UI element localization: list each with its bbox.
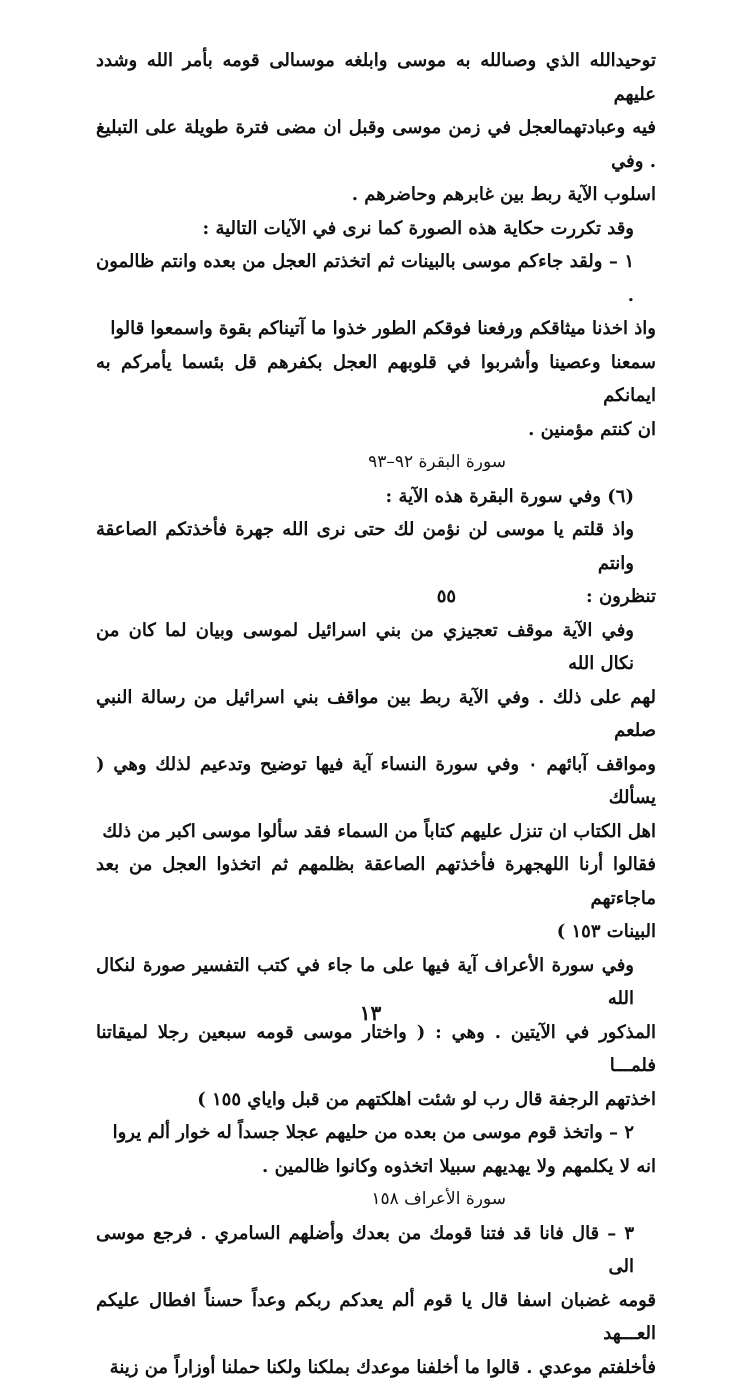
text-line: اسلوب الآية ربط بين غابرهم وحاضرهم .: [96, 178, 656, 212]
text-fragment: تنظرون :: [586, 586, 656, 607]
text-line: وفي سورة الأعراف آية فيها على ما جاء في كتب التفسير صورة لنكال الله: [96, 949, 656, 1016]
text-line: توحيدالله الذي وصىالله به موسى وابلغه موسىالى قومه بأمر الله وشدد عليهم: [96, 44, 656, 111]
text-line: ١ – ولقد جاءكم موسى بالبينات ثم اتخذتم العجل من بعده وانتم ظالمون .: [96, 245, 656, 312]
page-body: [96, 44, 656, 1384]
section-heading: (٦) وفي سورة البقرة هذه الآية :: [96, 480, 656, 514]
text-line: فقالوا أرنا اللهجهرة فأخذتهم الصاعقة بظلمهم ثم اتخذوا العجل من بعد ماجاءتهم: [96, 848, 656, 915]
text-line: سمعنا وعصينا وأشربوا في قلوبهم العجل بكفرهم قل بئسما يأمركم به ايمانكم: [96, 346, 656, 413]
text-line: لهم على ذلك . وفي الآية ربط بين مواقف بني اسرائيل من رسالة النبي صلعم: [96, 681, 656, 748]
text-line: ومواقف آبائهم ٠ وفي سورة النساء آية فيها توضيح وتدعيم لذلك وهي ( يسألك: [96, 748, 656, 815]
text-line: ٢ – واتخذ قوم موسى من بعده من حليهم عجلا جسداً له خوار ألم يروا: [96, 1116, 656, 1150]
text-line: واذ اخذنا ميثاقكم ورفعنا فوقكم الطور خذوا ما آتيناكم بقوة واسمعوا قالوا: [96, 312, 656, 346]
text-line: فيه وعبادتهمالعجل في زمن موسى وقبل ان مضى فترة طويلة على التبليغ . وفي: [96, 111, 656, 178]
text-line: اخذتهم الرجفة قال رب لو شئت اهلكتهم من قبل واياي ١٥٥ ): [96, 1083, 656, 1117]
text-line: المذكور في الآيتين . وهي : ( واختار موسى قومه سبعين رجلا لميقاتنا فلمـــا: [96, 1016, 656, 1083]
verse-number: ٥٥: [437, 580, 456, 614]
text-line: [96, 580, 656, 614]
text-line: وقد تكررت حكاية هذه الصورة كما نرى في الآيات التالية :: [96, 212, 656, 246]
text-line: واذ قلتم يا موسى لن نؤمن لك حتى نرى الله جهرة فأخذتكم الصاعقة وانتم: [96, 513, 656, 580]
text-line: اهل الكتاب ان تنزل عليهم كتاباً من السماء فقد سألوا موسى اكبر من ذلك: [96, 815, 656, 849]
page-number: ١٣: [0, 1001, 741, 1025]
text-line: قومه غضبان اسفا قال يا قوم ألم يعدكم ربكم وعداً حسناً افطال عليكم العـــهد: [96, 1284, 656, 1351]
text-line: فأخلفتم موعدي . قالوا ما أخلفنا موعدك بملكنا ولكنا حملنا أوزاراً من زينة: [96, 1351, 656, 1384]
surah-reference: سورة الأعراف ١٥٨: [96, 1183, 656, 1217]
text-line: وفي الآية موقف تعجيزي من بني اسرائيل لموسى وبيان لما كان من نكال الله: [96, 614, 656, 681]
surah-reference: سورة البقرة ٩٢–٩٣: [96, 446, 656, 480]
text-line: البينات ١٥٣ ): [96, 915, 656, 949]
text-line: ان كنتم مؤمنين .: [96, 413, 656, 447]
text-line: ٣ – قال فانا قد فتنا قومك من بعدك وأضلهم السامري . فرجع موسى الى: [96, 1217, 656, 1284]
text-line: انه لا يكلمهم ولا يهديهم سبيلا اتخذوه وكانوا ظالمين .: [96, 1150, 656, 1184]
